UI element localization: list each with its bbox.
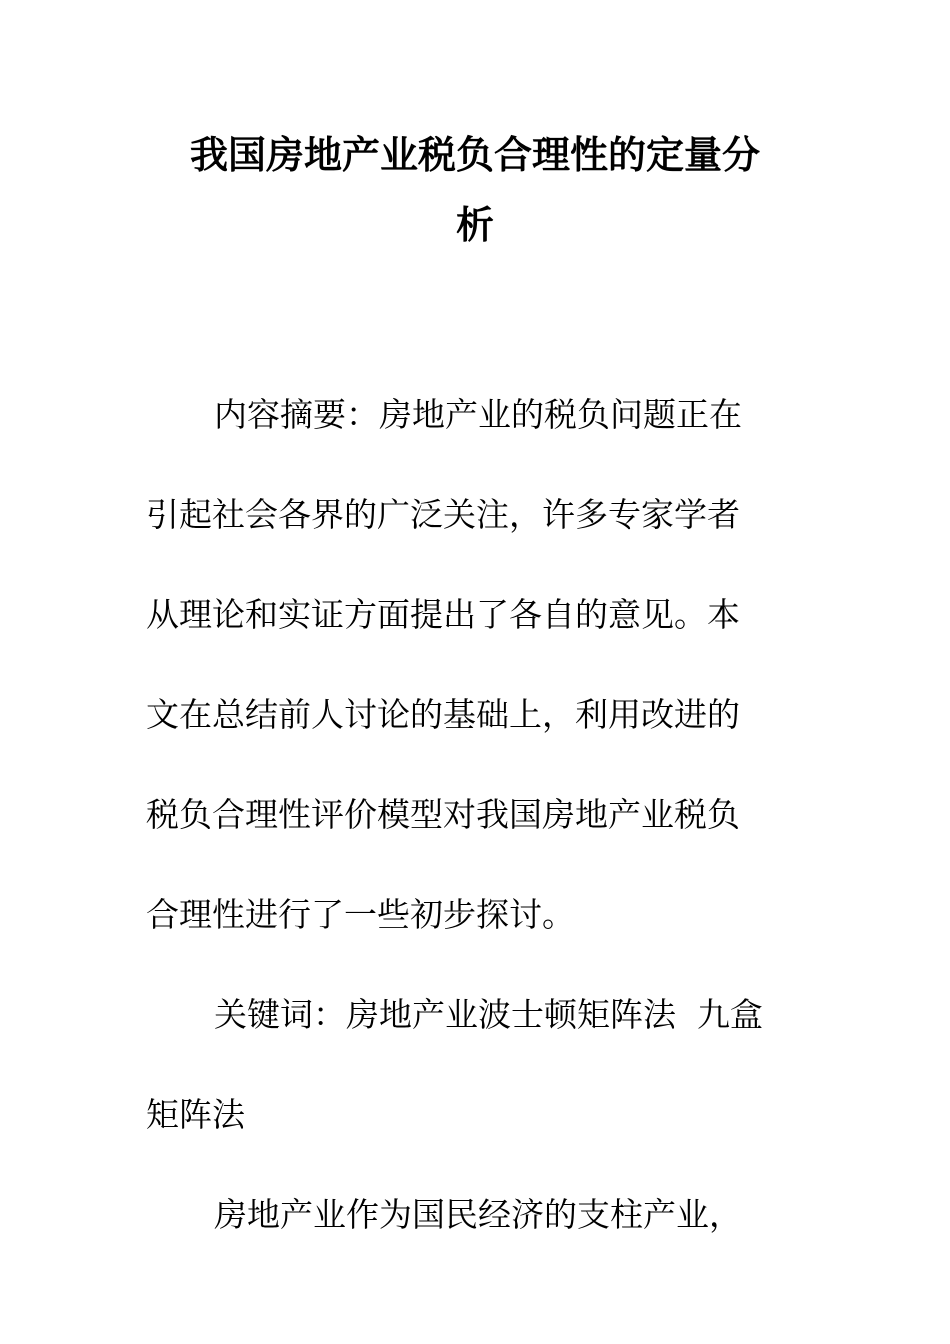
- abstract-line: 文在总结前人讨论的基础上，利用改进的: [146, 695, 740, 734]
- title-line: 析: [455, 202, 494, 247]
- abstract-line: 从理论和实证方面提出了各自的意见。本: [146, 595, 740, 634]
- title-line: 我国房地产业税负合理性的定量分: [189, 132, 760, 177]
- keywords-line: 矩阵法: [146, 1095, 245, 1134]
- abstract-line: 税负合理性评价模型对我国房地产业税负: [146, 795, 740, 834]
- abstract-line: 合理性进行了一些初步探讨。: [146, 895, 575, 934]
- keywords-paragraph: [146, 965, 806, 1165]
- document-body: [146, 365, 806, 1265]
- abstract-line: 内容摘要：房地产业的税负问题正在: [214, 395, 742, 434]
- document-title: [140, 120, 810, 260]
- body-paragraph: [146, 1165, 806, 1265]
- keywords-line: 关键词：房地产业波士顿矩阵法 九盒: [214, 995, 763, 1034]
- abstract-paragraph: [146, 365, 806, 965]
- abstract-line: 引起社会各界的广泛关注，许多专家学者: [146, 495, 740, 534]
- body-line: 房地产业作为国民经济的支柱产业，: [214, 1195, 742, 1234]
